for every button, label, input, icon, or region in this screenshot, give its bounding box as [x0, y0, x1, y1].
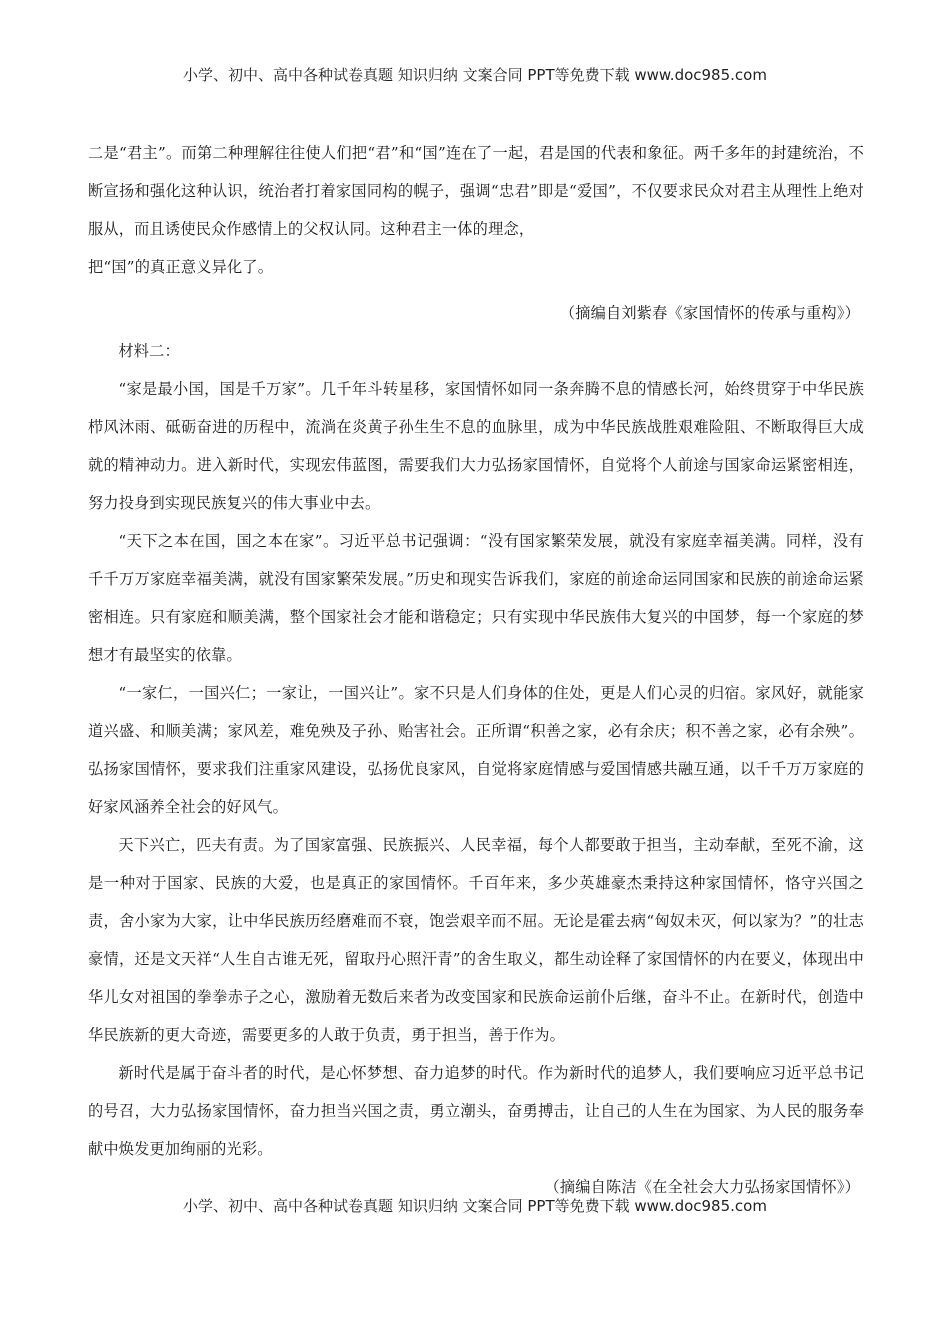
- paragraph: 新时代是属于奋斗者的时代，是心怀梦想、奋力追梦的时代。作为新时代的追梦人，我们要响应习近平总书记的号召，大力弘扬家国情怀，奋力担当兴国之责，勇立潮头，奋勇搏击，让自己的人生在为国家、为人民的服务奉献中焕发更加绚丽的光彩。: [88, 1064, 864, 1158]
- paragraph: 把“国”的真正意义异化了。: [88, 258, 274, 276]
- source-citation: （摘编自陈洁《在全社会大力弘扬家国情怀》）: [544, 1178, 860, 1196]
- page-footer: 小学、初中、高中各种试卷真题 知识归纳 文案合同 PPT等免费下载 www.doc985.com: [183, 1197, 767, 1215]
- paragraph: 天下兴亡，匹夫有责。为了国家富强、民族振兴、人民幸福，每个人都要敢于担当，主动奉献，至死不渝，这是一种对于国家、民族的大爱，也是真正的家国情怀。千百年来，多少英雄豪杰秉持这种家国情怀，恪守兴国之责，舍小家为大家，让中华民族历经磨难而不衰，饱尝艰辛而不屈。无论是霍去病“匈奴未灭，何以家为？”的壮志豪情，还是文天祥“人生自古谁无死，留取丹心照汗青”的舍生取义，都生动诠释了家国情怀的内在要义，体现出中华儿女对祖国的拳拳赤子之心，激励着无数后来者为改变国家和民族命运前仆后继，奋斗不止。在新时代，创造中华民族新的更大奇迹，需要更多的人敢于负责，勇于担当，善于作为。: [88, 836, 864, 1044]
- material-label: 材料二：: [118, 342, 180, 360]
- paragraph: 二是“君主”。而第二种理解往往使人们把“君”和“国”连在了一起，君是国的代表和象征。两千多年的封建统治，不断宣扬和强化这种认识，统治者打着家国同构的幌子，强调“忠君”即是“爱国”，不仅要求民众对君主从理性上绝对服从，而且诱使民众作感情上的父权认同。这种君主一体的理念，: [88, 144, 864, 238]
- paragraph: “一家仁，一国兴仁；一家让，一国兴让”。家不只是人们身体的住处，更是人们心灵的归宿。家风好，就能家道兴盛、和顺美满；家风差，难免殃及子孙、贻害社会。正所谓“积善之家，必有余庆；积不善之家，必有余殃”。弘扬家国情怀，要求我们注重家风建设，弘扬优良家风，自觉将家庭情感与爱国情感共融互通，以千千万万家庭的好家风涵养全社会的好风气。: [88, 684, 864, 816]
- paragraph: “家是最小国，国是千万家”。几千年斗转星移，家国情怀如同一条奔腾不息的情感长河，始终贯穿于中华民族栉风沐雨、砥砺奋进的历程中，流淌在炎黄子孙生生不息的血脉里，成为中华民族战胜艰难险阻、不断取得巨大成就的精神动力。进入新时代，实现宏伟蓝图，需要我们大力弘扬家国情怀，自觉将个人前途与国家命运紧密相连，努力投身到实现民族复兴的伟大事业中去。: [88, 380, 864, 512]
- page-header: 小学、初中、高中各种试卷真题 知识归纳 文案合同 PPT等免费下载 www.doc985.com: [183, 66, 767, 84]
- source-citation: （摘编自刘紫春《家国情怀的传承与重构》）: [559, 304, 860, 322]
- paragraph: “天下之本在国，国之本在家”。习近平总书记强调：“没有国家繁荣发展，就没有家庭幸福美满。同样，没有千千万万家庭幸福美满，就没有国家繁荣发展。”历史和现实告诉我们，家庭的前途命运同国家和民族的前途命运紧密相连。只有家庭和顺美满，整个国家社会才能和谐稳定；只有实现中华民族伟大复兴的中国梦，每一个家庭的梦想才有最坚实的依靠。: [88, 532, 864, 664]
- article-body: [88, 134, 864, 1206]
